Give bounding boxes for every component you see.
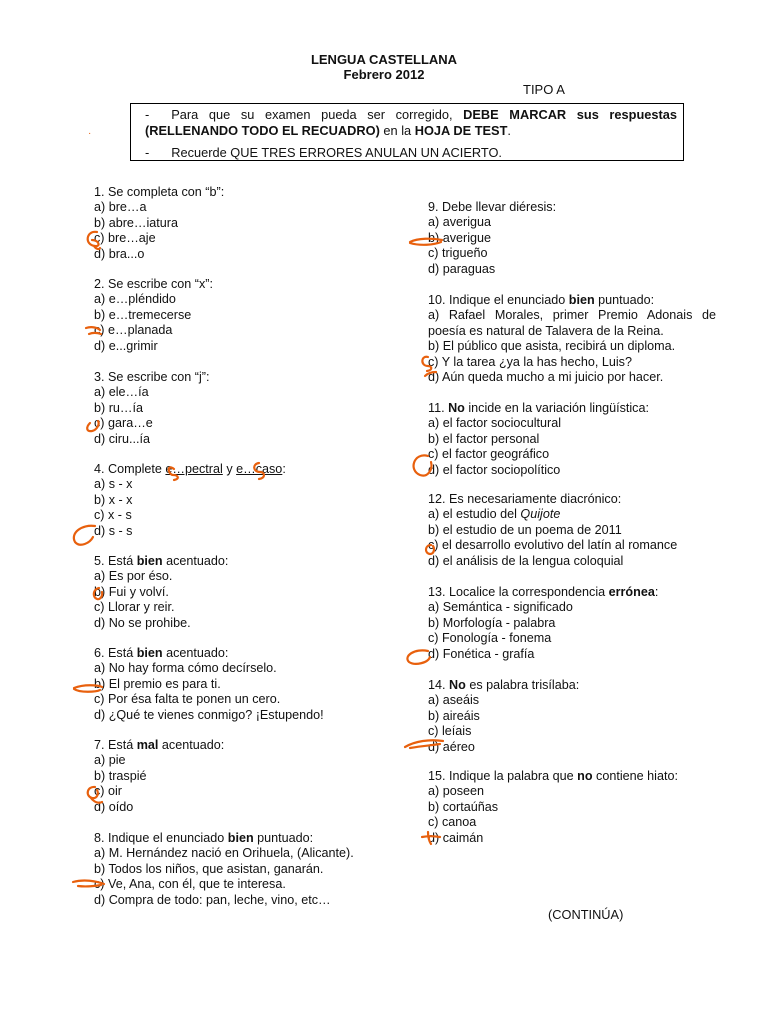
option-c[interactable]: c) Fonología - fonema bbox=[428, 631, 552, 646]
question-stem: 7. Está mal acentuado: bbox=[94, 738, 225, 752]
option-a[interactable]: a) Es por éso. bbox=[94, 569, 173, 584]
option-c[interactable]: c) Llorar y reir. bbox=[94, 600, 175, 615]
exam-type: TIPO A bbox=[523, 82, 565, 97]
option-d[interactable]: d) Fonética - grafía bbox=[428, 646, 535, 661]
question-stem: 9. Debe llevar diéresis: bbox=[428, 200, 557, 214]
option-b[interactable]: b) El premio es para ti. bbox=[94, 676, 221, 691]
option-c[interactable]: c) leíais bbox=[428, 724, 472, 739]
question-8 bbox=[94, 831, 394, 908]
question-stem: 6. Está bien acentuado: bbox=[94, 646, 229, 660]
exam-title: LENGUA CASTELLANA bbox=[310, 52, 458, 67]
question-13 bbox=[428, 585, 716, 662]
question-stem: 12. Es necesariamente diacrónico: bbox=[428, 492, 622, 506]
option-a[interactable]: a) el estudio del Quijote bbox=[428, 507, 561, 522]
option-b[interactable]: b) cortaúñas bbox=[428, 799, 499, 814]
exam-date: Febrero 2012 bbox=[343, 67, 425, 82]
option-b[interactable]: b) Fui y volví. bbox=[94, 584, 169, 599]
question-stem: 5. Está bien acentuado: bbox=[94, 554, 229, 568]
option-a[interactable]: a) M. Hernández nació en Orihuela, (Alicante). bbox=[94, 846, 354, 861]
instruction-line-2: - Recuerde QUE TRES ERRORES ANULAN UN ACIERTO. bbox=[145, 145, 502, 160]
option-c[interactable]: c) x - s bbox=[94, 508, 132, 523]
instruction-line-1: - Para que su examen pueda ser corregido, DEBE MARCAR sus respuestas (RELLENANDO TODO EL RECUADRO) en la HOJA DE TEST. bbox=[145, 107, 677, 138]
option-d[interactable]: d) s - s bbox=[94, 523, 133, 538]
option-a[interactable]: a) averigua bbox=[428, 215, 492, 230]
continue-label: (CONTINÚA) bbox=[548, 907, 624, 922]
option-d[interactable]: d) oído bbox=[94, 799, 134, 814]
option-d[interactable]: d) paraguas bbox=[428, 261, 496, 276]
option-b[interactable]: b) e…tremecerse bbox=[94, 307, 192, 322]
option-c[interactable]: c) e…planada bbox=[94, 323, 173, 338]
option-d[interactable]: d) ciru...ía bbox=[94, 431, 150, 446]
option-c[interactable]: c) bre…aje bbox=[94, 231, 156, 246]
question-3 bbox=[94, 370, 394, 447]
option-d[interactable]: d) Compra de todo: pan, leche, vino, etc… bbox=[94, 892, 331, 907]
question-stem: 2. Se escribe con “x”: bbox=[94, 277, 213, 291]
option-a[interactable]: a) No hay forma cómo decírselo. bbox=[94, 661, 277, 676]
option-a[interactable]: a) poseen bbox=[428, 784, 485, 799]
mark-q4-d bbox=[74, 526, 95, 545]
question-stem: 14. No es palabra trisílaba: bbox=[428, 678, 580, 692]
option-c[interactable]: c) canoa bbox=[428, 815, 477, 830]
option-b[interactable]: b) Todos los niños, que asistan, ganarán. bbox=[94, 861, 324, 876]
option-a[interactable]: a) el factor sociocultural bbox=[428, 416, 561, 431]
option-d[interactable]: d) e...grimir bbox=[94, 338, 158, 353]
option-a[interactable]: a) s - x bbox=[94, 477, 133, 492]
option-b[interactable]: b) El público que asista, recibirá un diploma. bbox=[428, 339, 676, 354]
option-c[interactable]: c) el desarrollo evolutivo del latín al romance bbox=[428, 538, 678, 553]
option-a[interactable]: a) pie bbox=[94, 753, 126, 768]
mark-q13 bbox=[407, 650, 430, 663]
question-2 bbox=[94, 277, 394, 354]
option-d[interactable]: d) bra...o bbox=[94, 246, 145, 261]
question-stem: 13. Localice la correspondencia errónea: bbox=[428, 585, 659, 599]
option-a[interactable]: a) Rafael Morales, primer Premio Adonais de poesía es natural de Talavera de la Reina. bbox=[428, 308, 716, 338]
option-d[interactable]: d) caimán bbox=[428, 830, 484, 845]
instructions-box bbox=[130, 103, 684, 161]
option-b[interactable]: b) el estudio de un poema de 2011 bbox=[428, 522, 622, 537]
option-b[interactable]: b) abre…iatura bbox=[94, 215, 178, 230]
option-c[interactable]: c) trigueño bbox=[428, 246, 488, 261]
option-c[interactable]: c) gara…e bbox=[94, 416, 153, 431]
question-1 bbox=[94, 185, 394, 262]
option-d[interactable]: d) aéreo bbox=[428, 739, 475, 754]
option-d[interactable]: d) Aún queda mucho a mi juicio por hacer. bbox=[428, 370, 664, 385]
option-b[interactable]: b) x - x bbox=[94, 492, 133, 507]
question-10 bbox=[428, 293, 716, 385]
question-15 bbox=[428, 769, 716, 846]
option-c[interactable]: c) Ve, Ana, con él, que te interesa. bbox=[94, 877, 286, 892]
option-d[interactable]: d) el factor sociopolítico bbox=[428, 462, 561, 477]
question-4 bbox=[94, 462, 394, 539]
option-a[interactable]: a) bre…a bbox=[94, 200, 147, 215]
question-6 bbox=[94, 646, 394, 723]
option-c[interactable]: c) Y la tarea ¿ya la has hecho, Luis? bbox=[428, 354, 632, 369]
option-b[interactable]: b) ru…ía bbox=[94, 400, 143, 415]
option-c[interactable]: c) oir bbox=[94, 784, 122, 799]
question-9 bbox=[428, 200, 716, 277]
option-b[interactable]: b) traspié bbox=[94, 768, 147, 783]
stray-mark: · bbox=[88, 128, 92, 139]
option-b[interactable]: b) Morfología - palabra bbox=[428, 615, 556, 630]
option-d[interactable]: d) No se prohibe. bbox=[94, 615, 191, 630]
question-5 bbox=[94, 554, 394, 631]
question-7 bbox=[94, 738, 394, 815]
question-stem: 11. No incide en la variación lingüística: bbox=[428, 401, 649, 415]
option-c[interactable]: c) el factor geográfico bbox=[428, 447, 550, 462]
option-b[interactable]: b) aireáis bbox=[428, 708, 480, 723]
option-d[interactable]: d) ¿Qué te vienes conmigo? ¡Estupendo! bbox=[94, 707, 324, 722]
option-b[interactable]: b) averigue bbox=[428, 230, 492, 245]
option-a[interactable]: a) e…pléndido bbox=[94, 292, 176, 307]
question-stem: 3. Se escribe con “j”: bbox=[94, 370, 210, 384]
question-stem: 8. Indique el enunciado bien puntuado: bbox=[94, 831, 314, 845]
question-12 bbox=[428, 492, 716, 569]
option-b[interactable]: b) el factor personal bbox=[428, 431, 540, 446]
question-stem: 1. Se completa con “b”: bbox=[94, 185, 225, 199]
option-a[interactable]: a) Semántica - significado bbox=[428, 600, 573, 615]
question-stem: 4. Complete e…pectral y e…caso: bbox=[94, 462, 286, 476]
option-a[interactable]: a) aseáis bbox=[428, 693, 480, 708]
option-a[interactable]: a) ele…ía bbox=[94, 385, 149, 400]
question-stem: 10. Indique el enunciado bien puntuado: bbox=[428, 293, 655, 307]
option-c[interactable]: c) Por ésa falta te ponen un cero. bbox=[94, 692, 281, 707]
question-stem: 15. Indique la palabra que no contiene hiato: bbox=[428, 769, 678, 783]
option-d[interactable]: d) el análisis de la lengua coloquial bbox=[428, 553, 624, 568]
question-11 bbox=[428, 401, 716, 478]
question-14 bbox=[428, 678, 716, 755]
